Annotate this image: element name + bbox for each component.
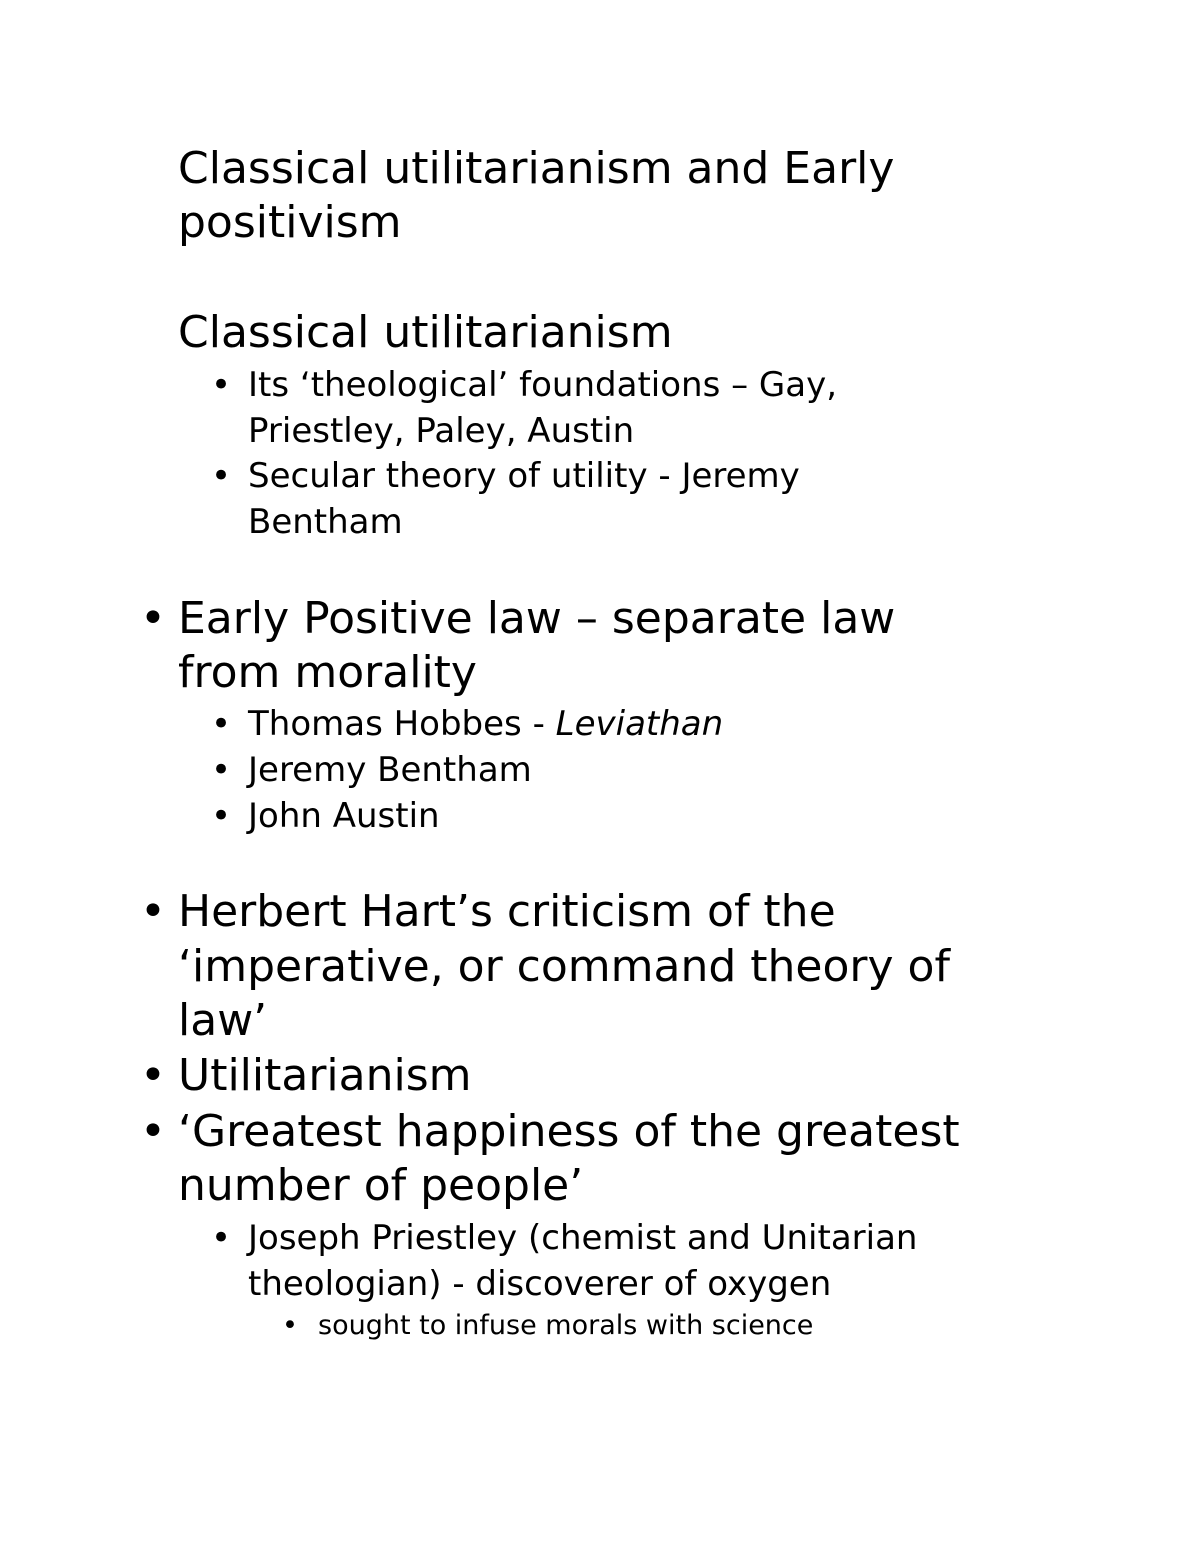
list-item-hobbes <box>248 701 723 747</box>
section-heading-classical: Classical utilitarianism <box>178 307 673 358</box>
list-item-hobbes-work: Leviathan <box>555 704 724 744</box>
bullet-icon: • <box>140 1050 166 1101</box>
bullet-icon: • <box>140 593 166 644</box>
bullet-icon: • <box>211 704 232 744</box>
title-line-1: Classical utilitarianism and Early <box>178 143 895 194</box>
list-item-hart-cont-1: ‘imperative, or command theory of <box>178 941 950 992</box>
list-item-secular: Secular theory of utility - Jeremy <box>248 456 800 496</box>
bullet-icon: • <box>211 1218 232 1258</box>
bullet-icon: • <box>140 1106 166 1157</box>
list-item-bentham: Jeremy Bentham <box>248 750 532 790</box>
list-item-priestley: Joseph Priestley (chemist and Unitarian <box>248 1218 918 1258</box>
section-heading-positive-law-cont: from morality <box>178 647 477 698</box>
list-item-hart: Herbert Hart’s criticism of the <box>178 886 836 937</box>
list-item-greatest-happiness: ‘Greatest happiness of the greatest <box>178 1106 960 1157</box>
section-heading-positive-law: Early Positive law – separate law <box>178 593 896 644</box>
title-line-2: positivism <box>178 197 402 248</box>
bullet-icon: • <box>211 365 232 405</box>
list-item-infuse-morals: sought to infuse morals with science <box>318 1310 814 1341</box>
bullet-icon: • <box>211 796 232 836</box>
list-item-utilitarianism: Utilitarianism <box>178 1050 472 1101</box>
list-item-hart-cont-2: law’ <box>178 995 268 1046</box>
bullet-icon: • <box>211 456 232 496</box>
list-item-secular-cont: Bentham <box>248 502 403 542</box>
list-item-theological-cont: Priestley, Paley, Austin <box>248 411 635 451</box>
list-item-priestley-cont: theologian) - discoverer of oxygen <box>248 1264 832 1304</box>
list-item-greatest-happiness-cont: number of people’ <box>178 1160 584 1211</box>
bullet-icon: • <box>140 886 166 937</box>
list-item-theological: Its ‘theological’ foundations – Gay, <box>248 365 838 405</box>
bullet-icon: • <box>211 750 232 790</box>
list-item-austin: John Austin <box>248 796 440 836</box>
bullet-icon: • <box>282 1310 298 1341</box>
list-item-hobbes-name: Thomas Hobbes - <box>248 704 556 744</box>
